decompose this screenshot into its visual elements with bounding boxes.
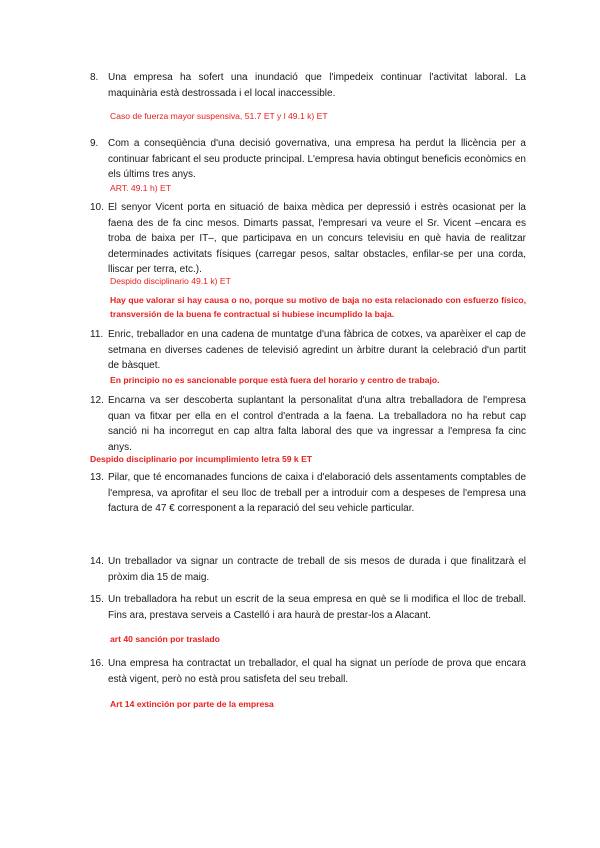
question-10 [90, 200, 526, 278]
answer-12: Despido disciplinario por incumplimiento letra 59 k ET [90, 454, 313, 464]
question-12 [90, 393, 526, 455]
question-text: Un treballadora ha rebut un escrit de la seua empresa en què se li modifica el lloc de treball. Fins ara, prestava serveis a Castelló i ara haurà de prestar-los a Alacant. [108, 594, 526, 621]
question-text: Un treballador va signar un contracte de treball de sis mesos de durada i que finalitzarà el pròxim dia 15 de maig. [108, 556, 526, 583]
question-15 [90, 592, 526, 623]
question-number: 8. [90, 72, 99, 83]
question-text: El senyor Vicent porta en situació de baixa mèdica per depressió i estrès ocasionat per la faena des de fa cinc mesos. Dimarts passat, l'empresari va veure el Sr. Vicent –encara es troba de baixa per IT–, que participava en un concurs televisiu en què havia de realitzar determinades activitats físiques (carregar pesos, saltar obstacles, enfilar-se per una corda, lliscar per terra, etc.). [108, 202, 526, 275]
question-text: Enric, treballador en una cadena de muntatge d'una fàbrica de cotxes, va aparèixer el cap de setmana en diverses cadenes de televisió agredint un àrbitre durant la celebració d'un partit de bàsquet. [108, 329, 526, 371]
question-number: 15. [90, 594, 104, 605]
answer-9: ART. 49.1 h) ET [110, 183, 171, 193]
answer-10-note: Hay que valorar si hay causa o no, porque su motivo de baja no esta relacionado con esfuerzo físico, transversión de la buena fe contractual si hubiese incumplido la baja. [110, 295, 526, 319]
question-11 [90, 327, 526, 374]
question-number: 9. [90, 138, 99, 149]
answer-16: Art 14 extinción por parte de la empresa [110, 699, 274, 709]
question-number: 11. [90, 329, 104, 340]
question-text: Una empresa ha contractat un treballador, el qual ha signat un període de prova que encara està vigent, però no està prou satisfeta del seu treball. [108, 658, 526, 685]
question-text: Com a conseqüència d'una decisió governativa, una empresa ha perdut la llicència per a continuar fabricant el seu producte principal. L'empresa havia obtingut beneficis econòmics en els últims tres anys. [108, 138, 526, 180]
question-16 [90, 656, 526, 687]
question-9 [90, 136, 526, 183]
question-text: Una empresa ha sofert una inundació que l'impedeix continuar l'activitat laboral. La maquinària està destrossada i el local inaccessible. [108, 72, 526, 99]
question-8 [90, 70, 526, 101]
question-number: 12. [90, 395, 104, 406]
answer-11: En principio no es sancionable porque està fuera del horario y centro de trabajo. [110, 375, 440, 385]
question-text: Encarna va ser descoberta suplantant la personalitat d'una altra treballadora de l'empresa quan va fitxar per ella en el control d'entrada a la faena. La treballadora no ha rebut cap sanció ni ha incorregut en cap altra falta laboral des que va ingressar a l'empresa fa cinc anys. [108, 395, 526, 453]
question-text: Pilar, que té encomanades funcions de caixa i d'elaboració dels assentaments comptables de l'empresa, va aprofitar el seu lloc de treball per a introduir com a despeses de l'empresa una factura de 47 € corresponent a la reparació del seu vehicle particular. [108, 472, 526, 514]
question-number: 16. [90, 658, 104, 669]
question-13 [90, 470, 526, 517]
question-number: 14. [90, 556, 104, 567]
answer-10: Despido disciplinario 49.1 k) ET [110, 276, 231, 286]
question-number: 10. [90, 202, 104, 213]
answer-8: Caso de fuerza mayor suspensiva, 51.7 ET y l 49.1 k) ET [110, 111, 328, 121]
question-number: 13. [90, 472, 104, 483]
question-14 [90, 554, 526, 585]
answer-15: art 40 sanción por traslado [110, 634, 220, 644]
